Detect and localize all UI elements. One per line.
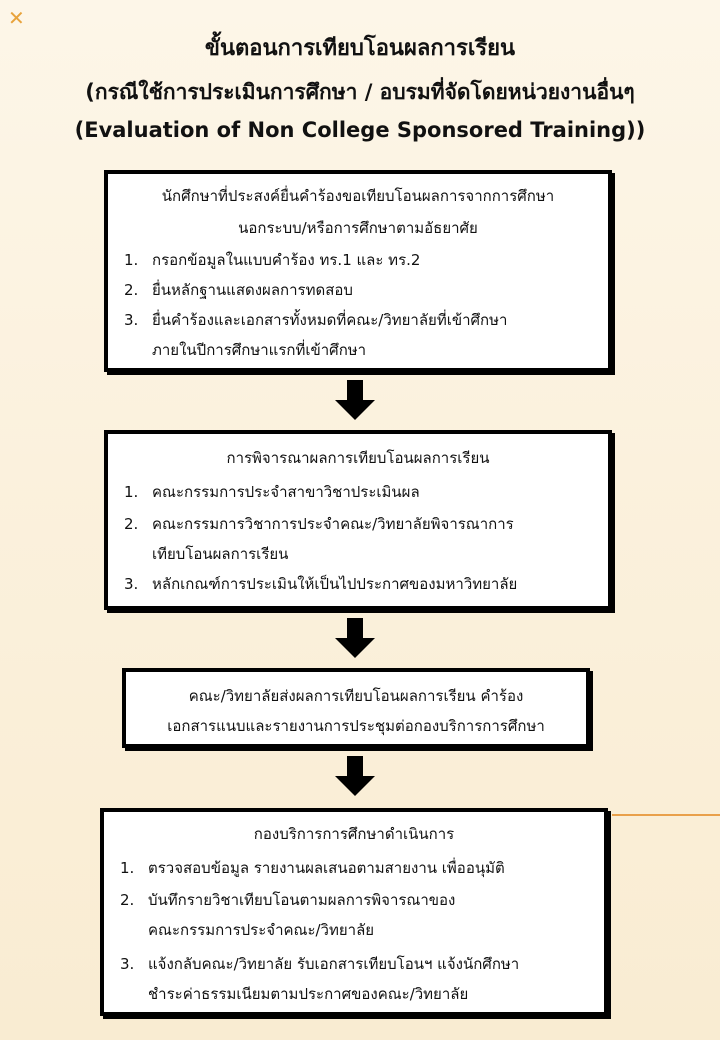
box3-line1: คณะ/วิทยาลัยส่งผลการเทียบโอนผลการเรียน คำร้อง: [188, 687, 524, 705]
list-item: 1. ตรวจสอบข้อมูล รายงานผลเสนอตามสายงาน เพื่ออนุมัติ: [120, 859, 505, 877]
list-item-continuation: ชำระค่าธรรมเนียมตามประกาศของคณะ/วิทยาลัย: [148, 985, 469, 1003]
list-item: 1. คณะกรรมการประจำสาขาวิชาประเมินผล: [124, 483, 420, 501]
list-item-continuation: ภายในปีการศึกษาแรกที่เข้าศึกษา: [152, 341, 367, 359]
step-box-submit-request: [104, 170, 612, 372]
list-item: 2. บันทึกรายวิชาเทียบโอนตามผลการพิจารณาของ: [120, 891, 456, 909]
step-box-send-results: [122, 668, 590, 748]
box3-line2: เอกสารแนบและรายงานการประชุมต่อกองบริการการศึกษา: [167, 717, 545, 735]
decorative-x-mark: ✕: [8, 6, 25, 30]
list-item: 3. แจ้งกลับคณะ/วิทยาลัย รับเอกสารเทียบโอนฯ แจ้งนักศึกษา: [120, 955, 520, 973]
decorative-line: [612, 814, 720, 816]
list-item: 1. กรอกข้อมูลในแบบคำร้อง ทร.1 และ ทร.2: [124, 251, 421, 269]
list-item-continuation: คณะกรรมการประจำคณะ/วิทยาลัย: [148, 921, 375, 939]
list-item: 2. คณะกรรมการวิชาการประจำคณะ/วิทยาลัยพิจารณาการ: [124, 515, 514, 533]
page-subtitle-english: (Evaluation of Non College Sponsored Training)): [74, 118, 646, 142]
box4-heading: กองบริการการศึกษาดำเนินการ: [253, 825, 455, 843]
step-box-evaluation: [104, 430, 612, 610]
down-arrow-icon: [335, 756, 375, 798]
box2-heading: การพิจารณาผลการเทียบโอนผลการเรียน: [226, 449, 490, 467]
list-item: 3. หลักเกณฑ์การประเมินให้เป็นไปประกาศของมหาวิทยาลัย: [124, 575, 518, 593]
list-item: 3. ยื่นคำร้องและเอกสารทั้งหมดที่คณะ/วิทยาลัยที่เข้าศึกษา: [124, 311, 508, 329]
box1-heading-line1: นักศึกษาที่ประสงค์ยื่นคำร้องขอเทียบโอนผลการจากการศึกษา: [161, 187, 555, 205]
down-arrow-icon: [335, 380, 375, 422]
list-item-continuation: เทียบโอนผลการเรียน: [152, 545, 289, 563]
down-arrow-icon: [335, 618, 375, 660]
box1-heading-line2: นอกระบบ/หรือการศึกษาตามอัธยาศัย: [238, 219, 478, 237]
step-box-registrar-action: [100, 808, 608, 1016]
page-subtitle: (กรณีใช้การประเมินการศึกษา / อบรมที่จัดโดยหน่วยงานอื่นๆ: [85, 80, 635, 104]
page-title: ขั้นตอนการเทียบโอนผลการเรียน: [204, 36, 516, 61]
list-item: 2. ยื่นหลักฐานแสดงผลการทดสอบ: [124, 281, 353, 299]
